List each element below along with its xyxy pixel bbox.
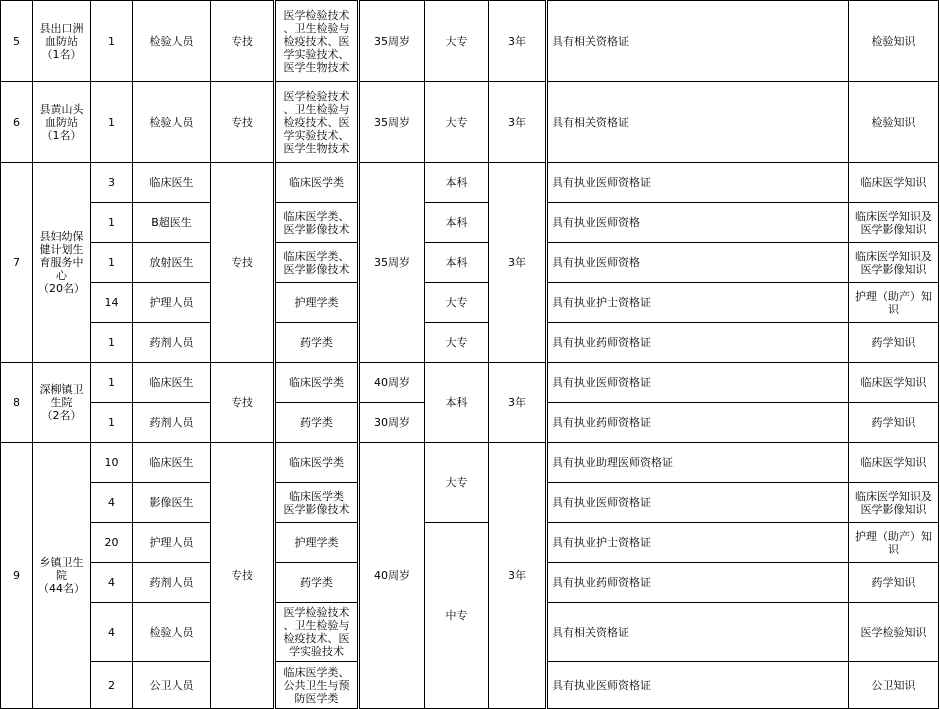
- row-number: 9: [1, 443, 33, 709]
- other-requirement: 具有执业医师资格证: [547, 483, 849, 523]
- age-limit: 35周岁: [359, 82, 425, 163]
- other-requirement: 具有执业医师资格证: [547, 363, 849, 403]
- post-name: 药剂人员: [133, 323, 211, 363]
- table-row: [1, 523, 939, 563]
- unit-name: 县妇幼保 健计划生 育服务中 心 （20名）: [33, 163, 91, 363]
- hire-count: 4: [91, 563, 133, 603]
- education: 本科: [425, 163, 489, 203]
- post-name: 检验人员: [133, 603, 211, 662]
- post-name: 临床医生: [133, 163, 211, 203]
- other-requirement: 具有执业医师资格: [547, 203, 849, 243]
- hire-count: 4: [91, 483, 133, 523]
- education: 大专: [425, 443, 489, 523]
- major-requirement: 医学检验技术 、卫生检验与 检疫技术、医 学实验技术: [275, 603, 359, 662]
- exam-content: 临床医学知识: [849, 363, 939, 403]
- post-name: 公卫人员: [133, 662, 211, 709]
- table-row: [1, 323, 939, 363]
- major-requirement: 护理学类: [275, 523, 359, 563]
- hire-count: 1: [91, 403, 133, 443]
- other-requirement: 具有执业护士资格证: [547, 523, 849, 563]
- major-requirement: 临床医学类: [275, 363, 359, 403]
- work-years: 3年: [489, 82, 547, 163]
- work-years: 3年: [489, 443, 547, 709]
- other-requirement: 具有执业医师资格: [547, 243, 849, 283]
- post-name: 护理人员: [133, 523, 211, 563]
- hire-count: 1: [91, 203, 133, 243]
- exam-content: 护理（助产）知 识: [849, 283, 939, 323]
- hire-count: 4: [91, 603, 133, 662]
- unit-name: 深柳镇卫 生院 （2名）: [33, 363, 91, 443]
- post-name: 药剂人员: [133, 563, 211, 603]
- major-requirement: 药学类: [275, 403, 359, 443]
- row-number: 8: [1, 363, 33, 443]
- exam-content: 护理（助产）知 识: [849, 523, 939, 563]
- post-name: 检验人员: [133, 1, 211, 82]
- exam-content: 临床医学知识: [849, 443, 939, 483]
- exam-content: 临床医学知识及 医学影像知识: [849, 483, 939, 523]
- table-row: [1, 243, 939, 283]
- post-category: 专技: [211, 163, 275, 363]
- major-requirement: 医学检验技术 、卫生检验与 检疫技术、医 学实验技术、 医学生物技术: [275, 1, 359, 82]
- post-name: 放射医生: [133, 243, 211, 283]
- education: 本科: [425, 363, 489, 443]
- hire-count: 3: [91, 163, 133, 203]
- other-requirement: 具有执业药师资格证: [547, 563, 849, 603]
- post-name: 临床医生: [133, 363, 211, 403]
- row-number: 6: [1, 82, 33, 163]
- exam-content: 临床医学知识: [849, 163, 939, 203]
- table-row: [1, 82, 939, 163]
- other-requirement: 具有执业医师资格证: [547, 662, 849, 709]
- education: 本科: [425, 203, 489, 243]
- age-limit: 40周岁: [359, 443, 425, 709]
- age-limit: 40周岁: [359, 363, 425, 403]
- other-requirement: 具有相关资格证: [547, 1, 849, 82]
- major-requirement: 临床医学类、 公共卫生与预 防医学类: [275, 662, 359, 709]
- education: 大专: [425, 283, 489, 323]
- post-name: 影像医生: [133, 483, 211, 523]
- other-requirement: 具有执业医师资格证: [547, 163, 849, 203]
- major-requirement: 医学检验技术 、卫生检验与 检疫技术、医 学实验技术、 医学生物技术: [275, 82, 359, 163]
- post-name: 护理人员: [133, 283, 211, 323]
- exam-content: 药学知识: [849, 323, 939, 363]
- hire-count: 1: [91, 323, 133, 363]
- hire-count: 1: [91, 243, 133, 283]
- post-name: B超医生: [133, 203, 211, 243]
- unit-name: 县黄山头 血防站 （1名）: [33, 82, 91, 163]
- exam-content: 药学知识: [849, 563, 939, 603]
- exam-content: 临床医学知识及 医学影像知识: [849, 243, 939, 283]
- exam-content: 检验知识: [849, 1, 939, 82]
- education: 本科: [425, 243, 489, 283]
- post-category: 专技: [211, 82, 275, 163]
- major-requirement: 临床医学类: [275, 163, 359, 203]
- education: 大专: [425, 1, 489, 82]
- work-years: 3年: [489, 1, 547, 82]
- education: 大专: [425, 323, 489, 363]
- table-row: [1, 363, 939, 403]
- hire-count: 20: [91, 523, 133, 563]
- exam-content: 药学知识: [849, 403, 939, 443]
- hire-count: 1: [91, 1, 133, 82]
- other-requirement: 具有执业助理医师资格证: [547, 443, 849, 483]
- hire-count: 14: [91, 283, 133, 323]
- other-requirement: 具有执业护士资格证: [547, 283, 849, 323]
- major-requirement: 临床医学类、 医学影像技术: [275, 203, 359, 243]
- post-category: 专技: [211, 363, 275, 443]
- age-limit: 35周岁: [359, 163, 425, 363]
- major-requirement: 临床医学类、 医学影像技术: [275, 243, 359, 283]
- row-number: 7: [1, 163, 33, 363]
- education: 中专: [425, 523, 489, 709]
- table-row: [1, 1, 939, 82]
- unit-name: 县出口洲 血防站 （1名）: [33, 1, 91, 82]
- major-requirement: 临床医学类 医学影像技术: [275, 483, 359, 523]
- other-requirement: 具有执业药师资格证: [547, 323, 849, 363]
- education: 大专: [425, 82, 489, 163]
- major-requirement: 临床医学类: [275, 443, 359, 483]
- work-years: 3年: [489, 363, 547, 443]
- table-row: [1, 283, 939, 323]
- hire-count: 1: [91, 82, 133, 163]
- major-requirement: 药学类: [275, 323, 359, 363]
- hire-count: 1: [91, 363, 133, 403]
- row-number: 5: [1, 1, 33, 82]
- exam-content: 检验知识: [849, 82, 939, 163]
- post-name: 药剂人员: [133, 403, 211, 443]
- other-requirement: 具有执业药师资格证: [547, 403, 849, 443]
- exam-content: 医学检验知识: [849, 603, 939, 662]
- other-requirement: 具有相关资格证: [547, 82, 849, 163]
- post-category: 专技: [211, 1, 275, 82]
- table-row: [1, 443, 939, 483]
- age-limit: 30周岁: [359, 403, 425, 443]
- post-category: 专技: [211, 443, 275, 709]
- age-limit: 35周岁: [359, 1, 425, 82]
- post-name: 临床医生: [133, 443, 211, 483]
- major-requirement: 药学类: [275, 563, 359, 603]
- exam-content: 临床医学知识及 医学影像知识: [849, 203, 939, 243]
- unit-name: 乡镇卫生 院 （44名）: [33, 443, 91, 709]
- post-name: 检验人员: [133, 82, 211, 163]
- work-years: 3年: [489, 163, 547, 363]
- hire-count: 10: [91, 443, 133, 483]
- table-row: [1, 163, 939, 203]
- table-row: [1, 203, 939, 243]
- exam-content: 公卫知识: [849, 662, 939, 709]
- other-requirement: 具有相关资格证: [547, 603, 849, 662]
- major-requirement: 护理学类: [275, 283, 359, 323]
- hire-count: 2: [91, 662, 133, 709]
